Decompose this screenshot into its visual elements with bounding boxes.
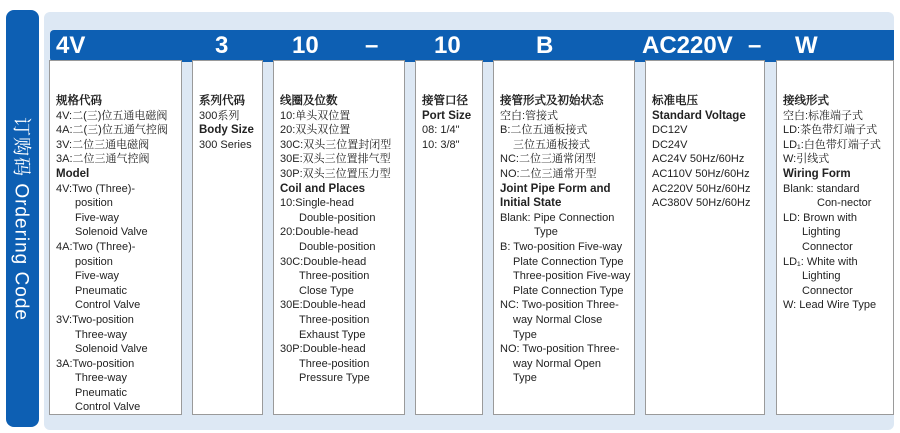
column-heading: 接管口径 [422, 95, 468, 107]
column-line: Blank: standard [783, 182, 860, 195]
code-port-size: 10 [434, 32, 461, 59]
column-line: NO: Two-position Three- [500, 343, 620, 356]
column-line: 3V:Two-position [56, 313, 134, 326]
column-line: 10:单头双位置 [280, 109, 351, 122]
column-line: Three-position [299, 357, 370, 370]
column-model [49, 60, 182, 415]
column-line: Three-position Five-way [513, 270, 631, 283]
column-line: Plate Connection Type [513, 255, 624, 268]
column-line: Connector [802, 240, 853, 253]
code-voltage: AC220V [642, 32, 733, 59]
column-line: 300 Series [199, 138, 252, 151]
column-heading: Body Size [199, 124, 254, 137]
column-heading: Wiring Form [783, 167, 851, 180]
column-line: AC220V 50Hz/60Hz [652, 182, 751, 195]
column-line: 空白:标准端子式 [783, 109, 864, 122]
column-line: 4V:二(三)位五通电磁阀 [56, 109, 168, 122]
column-line: AC380V 50Hz/60Hz [652, 197, 751, 210]
column-line: B:二位五通板接式 [500, 124, 588, 137]
column-line: Pneumatic [75, 386, 127, 399]
column-line: 3A:Two-position [56, 357, 135, 370]
column-line: LD₁:白色带灯端子式 [783, 138, 881, 151]
column-line: AC110V 50Hz/60Hz [652, 167, 750, 180]
column-line: Pneumatic [75, 284, 127, 297]
code-joint-form: B [536, 32, 554, 59]
column-line: Type [513, 328, 537, 341]
column-heading: Initial State [500, 197, 562, 210]
column-line: Three-position [299, 313, 370, 326]
column-line: 3V:二位三通电磁阀 [56, 138, 150, 151]
column-heading: Joint Pipe Form and [500, 182, 611, 195]
column-heading: 标准电压 [652, 95, 698, 107]
column-line: 30E:双头三位置排气型 [280, 153, 391, 166]
column-line: Con-nector [817, 197, 872, 210]
column-line: Close Type [299, 284, 354, 297]
column-line: 10: 3/8" [422, 138, 460, 151]
column-line: 4A:Two (Three)- [56, 240, 136, 253]
column-line: 20:Double-head [280, 226, 359, 239]
column-line: 30C:Double-head [280, 255, 367, 268]
column-heading: 接管形式及初始状态 [500, 95, 604, 107]
column-line: 三位五通板接式 [513, 138, 590, 151]
column-line: AC24V 50Hz/60Hz [652, 153, 745, 166]
column-line: Type [534, 226, 558, 239]
column-line: Three-position [299, 270, 370, 283]
column-line: Control Valve [75, 401, 141, 414]
column-line: 3A:二位三通气控阀 [56, 153, 150, 166]
code-model: 4V [56, 32, 86, 59]
column-line: Five-way [75, 211, 120, 224]
column-line: NC: Two-position Three- [500, 299, 619, 312]
side-label: 订购码 Ordering Code [10, 116, 31, 321]
column-line: 4V:Two (Three)- [56, 182, 136, 195]
column-wiring-form [776, 60, 894, 415]
column-line: 10:Single-head [280, 197, 355, 210]
code-separator-2: – [748, 32, 762, 59]
column-line: 30E:Double-head [280, 299, 366, 312]
column-line: Solenoid Valve [75, 343, 148, 356]
column-line: Connector [802, 284, 853, 297]
column-line: Three-way [75, 372, 127, 385]
code-bar [50, 30, 894, 62]
column-line: 30C:双头三位置封闭型 [280, 138, 392, 151]
column-line: Double-position [299, 211, 376, 224]
column-line: Type [513, 372, 537, 385]
column-line: Exhaust Type [299, 328, 366, 341]
column-line: NO:二位三通常开型 [500, 167, 597, 180]
column-line: Lighting [802, 270, 841, 283]
column-line: Pressure Type [299, 372, 370, 385]
column-line: B: Two-position Five-way [500, 240, 623, 253]
ordering-code-side-tab [6, 10, 39, 427]
column-line: Lighting [802, 226, 841, 239]
column-line: way Normal Open [513, 357, 602, 370]
column-heading: Model [56, 167, 90, 180]
code-coil: 10 [292, 32, 319, 59]
column-line: W: Lead Wire Type [783, 299, 877, 312]
column-line: position [75, 197, 113, 210]
column-line: 30P:双头三位置压力型 [280, 167, 391, 180]
column-line: 空白:管接式 [500, 109, 559, 122]
column-heading: Standard Voltage [652, 109, 746, 122]
column-line: LD₁: White with [783, 255, 858, 268]
column-heading: Coil and Places [280, 182, 366, 195]
code-separator-1: – [365, 32, 379, 59]
column-heading: 线圈及位数 [280, 95, 338, 107]
column-line: Solenoid Valve [75, 226, 148, 239]
column-line: Plate Connection Type [513, 284, 624, 297]
column-line: 30P:Double-head [280, 343, 366, 356]
column-line: position [75, 255, 113, 268]
column-line: 4A:二(三)位五通气控阀 [56, 124, 168, 137]
column-line: DC12V [652, 124, 688, 137]
code-body-size: 3 [215, 32, 229, 59]
column-line: 300系列 [199, 109, 240, 122]
column-heading: Port Size [422, 109, 472, 122]
column-line: Control Valve [75, 299, 141, 312]
column-line: 20:双头双位置 [280, 124, 351, 137]
column-heading: 系列代码 [199, 95, 245, 107]
column-line: Double-position [299, 240, 376, 253]
column-port-size [415, 60, 483, 415]
column-line: DC24V [652, 138, 688, 151]
column-joint-pipe-form [493, 60, 635, 415]
column-line: Blank: Pipe Connection [500, 211, 615, 224]
column-line: W:引线式 [783, 153, 830, 166]
column-line: LD:茶色带灯端子式 [783, 124, 878, 137]
column-heading: 规格代码 [56, 95, 102, 107]
code-wiring: W [795, 32, 818, 59]
column-heading: 接线形式 [783, 95, 829, 107]
column-line: NC:二位三通常闭型 [500, 153, 596, 166]
column-line: Three-way [75, 328, 127, 341]
column-body-size [192, 60, 263, 415]
column-line: way Normal Close [513, 313, 603, 326]
column-line: Five-way [75, 270, 120, 283]
column-line: 08: 1/4" [422, 124, 460, 137]
column-standard-voltage [645, 60, 765, 415]
column-coil-places [273, 60, 405, 415]
column-line: LD: Brown with [783, 211, 857, 224]
